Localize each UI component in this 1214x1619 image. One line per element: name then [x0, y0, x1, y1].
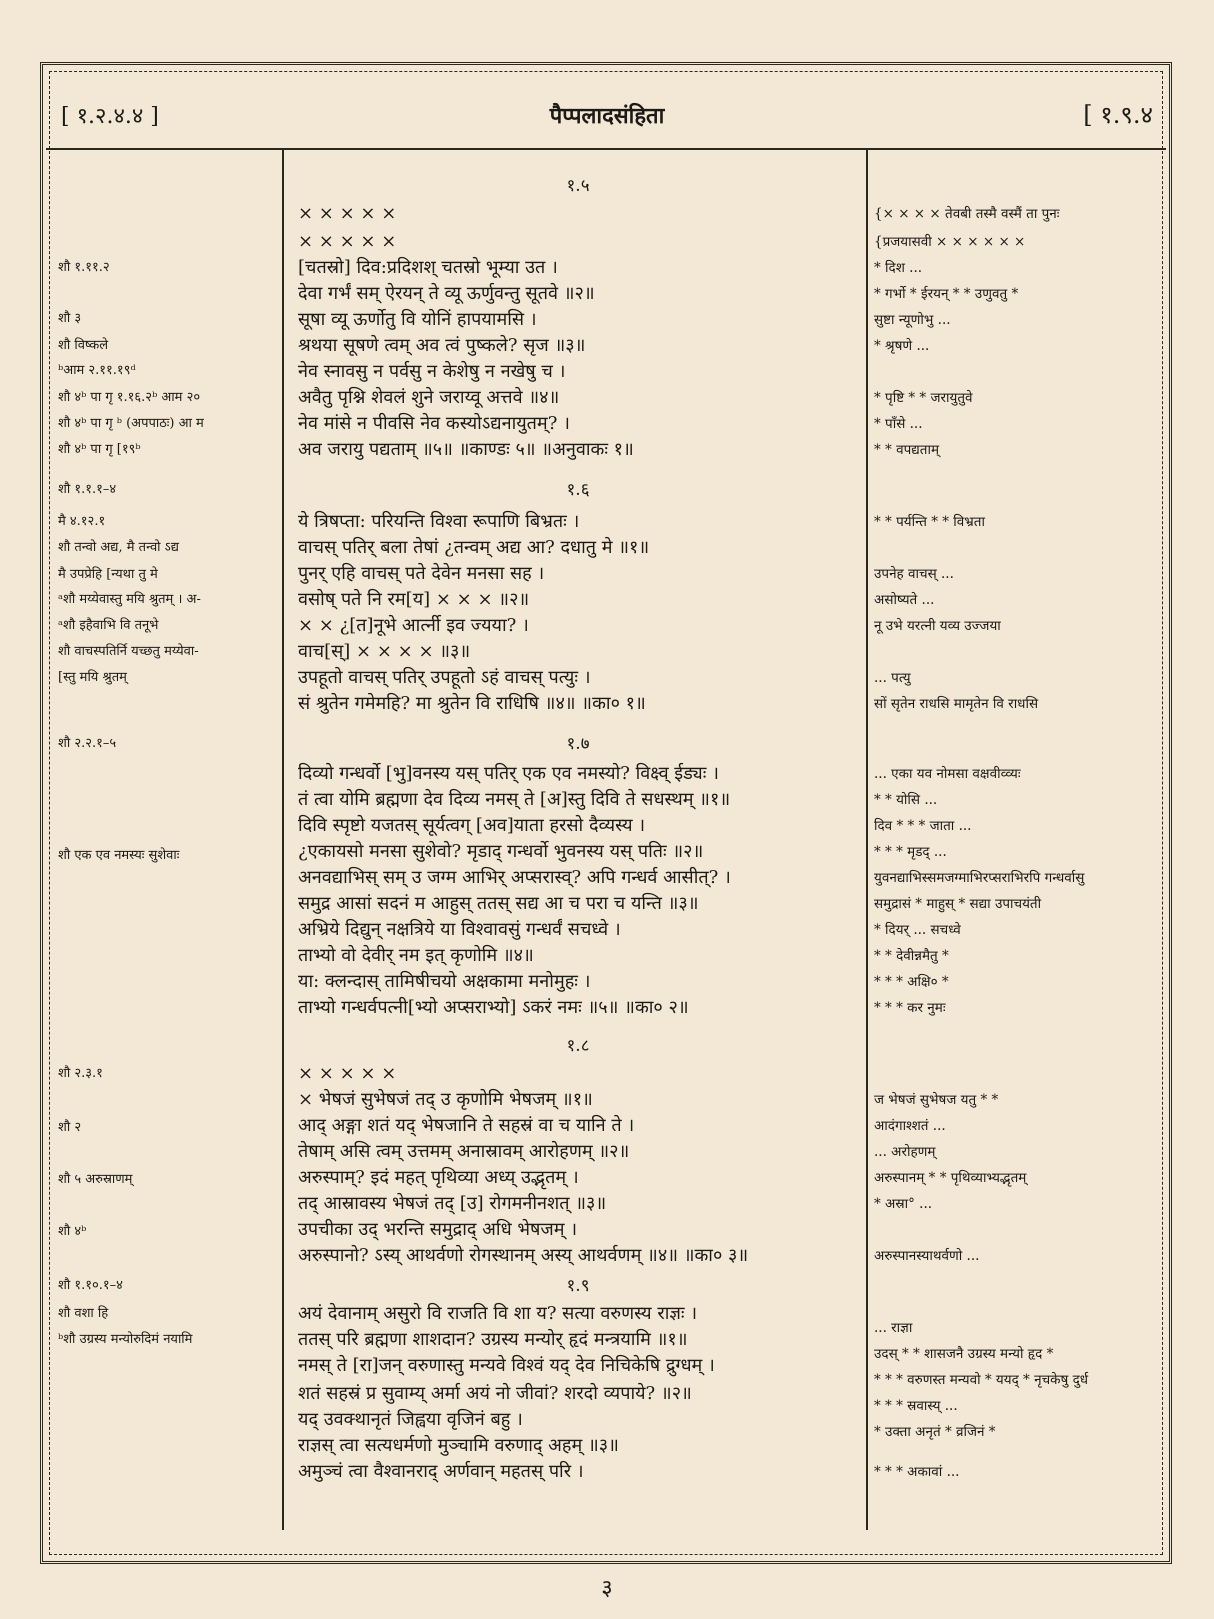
verse-line: दिवि स्पृष्टो यजतस् सूर्यत्वग् [अव]याता हरसो दैव्यस्य ।: [298, 815, 646, 836]
verse-line: वाचस् पतिर् बला तेषां ¿तन्वम् अद्य आ? दधातु मे ॥१॥: [298, 537, 650, 558]
verse-line: अभ्रिये दिद्युन् नक्षत्रिये या विश्वावसुं गन्धर्वं सचध्वे ।: [298, 919, 621, 940]
right-note: ... एका यव नोमसा वक्षवीव्व्यः: [874, 766, 1021, 782]
verse-line: सं श्रुतेन गमेमहि? मा श्रुतेन वि राधिषि ॥४॥ ॥का० १॥: [298, 693, 646, 714]
verse-line: सूषा व्यू ऊर्णोतु वि योनिं हापयामसि ।: [298, 309, 537, 330]
right-note: * दिश ...: [874, 260, 923, 276]
left-note: शौ ५ अरुस्राणम्: [58, 1172, 133, 1187]
right-note: {× × × × तेवबी तस्मै वस्मैं ता पुनः: [874, 206, 1060, 222]
right-note: उदस् * * शासजनै उग्रस्य मन्यो हृद *: [874, 1346, 1054, 1362]
verse-line: ताभ्यो वो देवीर् नम इत् कृणोमि ॥४॥: [298, 945, 534, 966]
right-note: * अस्रा° ...: [874, 1196, 933, 1212]
verse-line: राज्ञस् त्वा सत्यधर्मणो मुञ्चामि वरुणाद् अहम् ॥३॥: [298, 1435, 619, 1456]
left-note: ᵃशौ इहैवाभि वि तनूभे: [58, 618, 159, 633]
right-note: सों सृतेन राधसि मामृतेन वि राधसि: [874, 696, 1039, 712]
verse-line: ¿एकायसो मनसा सुशेवो? मृडाद् गन्धर्वो भुवनस्य यस् पतिः ॥२॥: [298, 841, 704, 862]
section-number: १.७: [566, 734, 590, 754]
main-text-column: [298, 150, 858, 1540]
right-note: आदंगाश्शतं ...: [874, 1118, 946, 1134]
verse-line: ये त्रिषप्ता: परियन्ति विश्वा रूपाणि बिभ्रतः ।: [298, 511, 580, 532]
verse-line: ताभ्यो गन्धर्वपत्नी[भ्यो अप्सराभ्यो] ऽकरं नमः ॥५॥ ॥का० २॥: [298, 997, 689, 1018]
left-note: [स्तु मयि श्रुतम्: [58, 670, 127, 685]
section-number: १.८: [566, 1036, 590, 1056]
right-note: * * * मृडद् ...: [874, 844, 947, 860]
left-note: शौ २: [58, 1120, 82, 1135]
right-note: ज भेषजं सुभेषज यतु * *: [874, 1092, 999, 1108]
right-note: * * देवीन्नमैतु *: [874, 948, 949, 964]
right-note: * पृष्टि * * जरायुतुवे: [874, 390, 973, 406]
verse-line: अरुस्पानो? ऽस्य् आथर्वणो रोगस्थानम् अस्य् आथर्वणम् ॥४॥ ॥का० ३॥: [298, 1245, 749, 1266]
verse-line: अमुञ्चं त्वा वैश्वानराद् अर्णवान् महतस् परि ।: [298, 1461, 584, 1482]
verse-line: वसोष् पते नि रम[य] × × × ॥२॥: [298, 589, 530, 610]
verse-line: उपचीका उद् भरन्ति समुद्राद् अधि भेषजम् ।: [298, 1219, 578, 1240]
verse-line: अयं देवानाम् असुरो वि राजति वि शा य? सत्या वरुणस्य राज्ञः ।: [298, 1303, 698, 1324]
verse-line: देवा गर्भं सम् ऐरयन् ते व्यू ऊर्णुवन्तु सूतवे ॥२॥: [298, 283, 595, 304]
left-note: शौ ४ᵇ पा गृ १.१६.२ᵇ आम २०: [58, 390, 201, 405]
verse-line: तेषाम् असि त्वम् उत्तमम् अनास्रावम् आरोहणम् ॥२॥: [298, 1141, 630, 1162]
verse-line: × × × × ×: [298, 1063, 397, 1084]
right-note: उपनेह वाचस् ...: [874, 566, 954, 582]
page-number: ३: [601, 1576, 613, 1601]
right-note: * * वपद्यताम्: [874, 442, 940, 458]
verse-line: अनवद्याभिस् सम् उ जग्म आभिर् अप्सरास्व्? अपि गन्धर्व आसीत्? ।: [298, 867, 731, 888]
verse-line: उपहूतो वाचस् पतिर् उपहूतो ऽहं वाचस् पत्युः ।: [298, 667, 591, 688]
verse-line: नमस् ते [रा]जन् वरुणास्तु मन्यवे विश्वं यद् देव निचिकेषि द्रुग्धम् ।: [298, 1355, 715, 1376]
right-note: ... अरोहणम्: [874, 1144, 936, 1160]
verse-line: शतं सहस्रं प्र सुवाम्य् अर्मा अयं नो जीवां? शरदो व्यपाये? ॥२॥: [298, 1383, 692, 1404]
verse-line: अव जरायु पद्यताम् ॥५॥ ॥काण्डः ५॥ ॥अनुवाकः १॥: [298, 439, 634, 460]
right-note: ... पत्यु: [874, 670, 911, 686]
header-left-ref: [ १.२.४.४ ]: [61, 104, 159, 129]
right-note: दिव * * * जाता ...: [874, 818, 972, 834]
left-note: ᵃशौ मय्येवास्तु मयि श्रुतम् । अ-: [58, 592, 201, 607]
left-note: शौ १.११.२: [58, 260, 110, 275]
column-divider-right: [866, 150, 868, 1530]
verse-line: नेव स्नावसु न पर्वसु न केशेषु न नखेषु च ।: [298, 361, 566, 382]
verse-line: दिव्यो गन्धर्वो [भु]वनस्य यस् पतिर् एक एव नमस्यो? विक्ष्व् ईड्यः ।: [298, 763, 719, 784]
section-number: १.९: [566, 1276, 590, 1296]
right-note: असोष्यते ...: [874, 592, 935, 608]
left-note: शौ ४ᵇ पा गृ ᵇ (अपपाठः) आ म: [58, 416, 204, 431]
right-note: * * * कर नुमः: [874, 1000, 946, 1016]
verse-line: आद् अङ्गा शतं यद् भेषजानि ते सहस्रं वा च यानि ते ।: [298, 1115, 635, 1136]
verse-line: नेव मांसे न पीवसि नेव कस्योऽद्यनायुतम्? ।: [298, 413, 570, 434]
section-number: १.६: [566, 480, 590, 500]
right-note: * * योसि ...: [874, 792, 938, 808]
right-note: युवनद्याभिस्समजग्माभिरप्सराभिरपि गन्धर्वासु: [874, 870, 1085, 886]
verse-line: या: क्लन्दास् तामिषीचयो अक्षकामा मनोमुहः ।: [298, 971, 591, 992]
right-note: नू उभे यरत्नी यव्य उज्जया: [874, 618, 1001, 634]
right-note: सुष्टा न्यूणोभु ...: [874, 312, 951, 328]
left-note: शौ ३: [58, 311, 82, 326]
left-note: शौ १.१.१–४: [58, 482, 117, 497]
left-note: शौ वशा हि: [58, 1306, 109, 1321]
page-title: पैप्पलादसंहिता: [549, 103, 665, 129]
verse-line: पुनर् एहि वाचस् पते देवेन मनसा सह ।: [298, 563, 545, 584]
right-note: अरुस्पानस्याथर्वणो ...: [874, 1248, 980, 1264]
left-notes-column: [58, 150, 280, 1540]
verse-line: यद् उवक्थानृतं जिह्वया वृजिनं बहु ।: [298, 1409, 523, 1430]
right-notes-column: [874, 150, 1160, 1540]
left-note: ᵇशौ उग्रस्य मन्योरुदिमं नयामि: [58, 1332, 193, 1347]
verse-line: × × × × ×: [298, 203, 397, 224]
verse-line: [चतस्रो] दिव:प्रदिशश् चतस्रो भूम्या उत ।: [298, 257, 558, 278]
left-note: शौ एक एव नमस्यः सुशेवाः: [58, 848, 180, 863]
left-note: शौ ४ᵇ पा गृ [१९ᵇ: [58, 442, 141, 457]
verse-line: अवैतु पृश्नि शेवलं शुने जराय्वू अत्तवे ॥४॥: [298, 387, 560, 408]
verse-line: तद् आस्रावस्य भेषजं तद् [उ] रोगमनीनशत् ॥३॥: [298, 1193, 607, 1214]
left-note: शौ वाचस्पतिर्नि यच्छतु मय्येवा-: [58, 644, 199, 659]
left-note: शौ विष्कले: [58, 338, 109, 353]
verse-line: × भेषजं सुभेषजं तद् उ कृणोमि भेषजम् ॥१॥: [298, 1089, 593, 1110]
right-note: * दियर् ... सचध्वे: [874, 922, 961, 938]
right-note: अरुस्पानम् * * पृथिव्याभ्यद्भृतम्: [874, 1170, 1027, 1186]
left-note: शौ ४ᵇ: [58, 1224, 87, 1239]
verse-line: वाच[स्] × × × × ॥३॥: [298, 641, 471, 662]
left-note: शौ २.३.१: [58, 1066, 103, 1081]
verse-line: अरुस्पाम्? इदं महत् पृथिव्या अध्य् उद्भृतम् ।: [298, 1167, 579, 1188]
right-note: * गर्भो * ईरयन् * * उणुवतु *: [874, 286, 1019, 302]
column-divider-left: [282, 150, 284, 1530]
verse-line: समुद्र आसां सदनं म आहुस् ततस् सद्य आ च परा च यन्ति ॥३॥: [298, 893, 699, 914]
left-note: शौ तन्वो अद्य, मै तन्वो ऽद्य: [58, 540, 179, 555]
verse-line: × × × × ×: [298, 231, 397, 252]
right-note: समुद्रासं * माहुस् * सद्या उपाचयंती: [874, 896, 1042, 912]
left-note: मै ४.१२.१: [58, 514, 106, 529]
verse-line: ततस् परि ब्रह्मणा शाशदान? उग्रस्य मन्योर् हृदं मन्त्रयामि ॥१॥: [298, 1329, 688, 1350]
verse-line: तं त्वा योमि ब्रह्मणा देव दिव्य नमस् ते [अ]स्तु दिवि ते सधस्थम् ॥१॥: [298, 789, 731, 810]
left-note: शौ १.१०.१–४: [58, 1278, 123, 1293]
right-note: ... राज्ञा: [874, 1320, 913, 1336]
right-note: * पाँसे ...: [874, 416, 923, 432]
left-note: शौ २.२.१–५: [58, 736, 117, 751]
page-header: [55, 88, 1159, 140]
right-note: * श्रृषणे ...: [874, 338, 930, 354]
verse-line: × × ¿[त]नूभे आर्त्नी इव ज्यया? ।: [298, 615, 529, 636]
right-note: {प्रजयासवी × × × × × ×: [874, 234, 1026, 250]
right-note: * * * अकावां ...: [874, 1464, 960, 1480]
right-note: * * पर्यन्ति * * विभ्रता: [874, 514, 985, 530]
left-note: ᵇआम २.११.१९ᵈ: [58, 363, 136, 378]
section-number: १.५: [566, 176, 590, 196]
header-right-ref: [ १.९.४: [1083, 101, 1153, 129]
right-note: * * * अक्षि० *: [874, 974, 949, 990]
right-note: * * * वरुणस्त मन्यवो * ययद् * नृचकेषु दुर्ध: [874, 1372, 1089, 1388]
right-note: * उक्ता अनृतं * व्रजिनं *: [874, 1424, 996, 1440]
right-note: * * * स्रवास्य् ...: [874, 1398, 958, 1414]
verse-line: श्रथया सूषणे त्वम् अव त्वं पुष्कले? सृज ॥३॥: [298, 335, 586, 356]
left-note: मै उपप्रेहि [न्यथा तु मे: [58, 567, 158, 582]
